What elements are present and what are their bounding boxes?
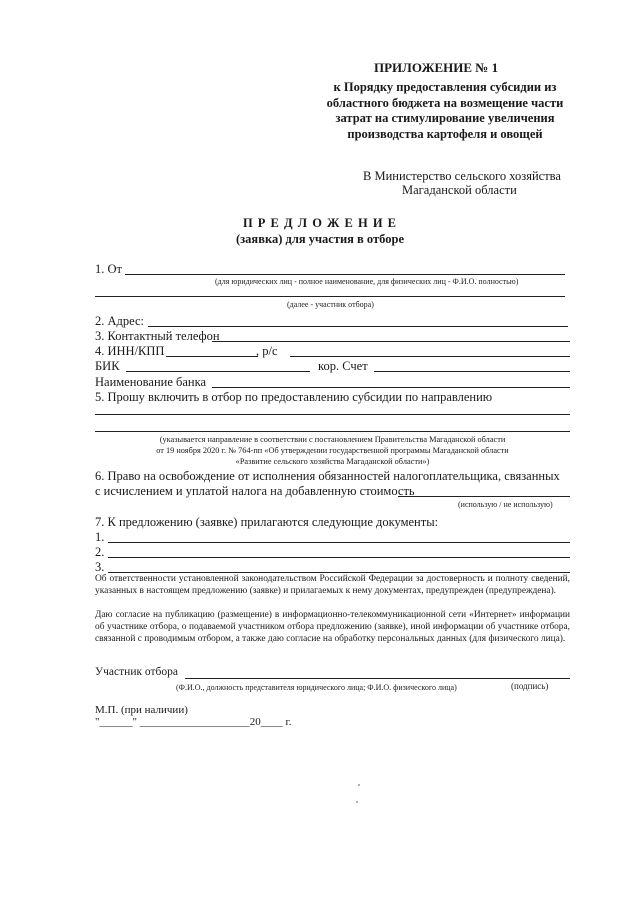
doc-input-line-2[interactable] — [108, 557, 570, 558]
bik-label: БИК — [95, 359, 120, 373]
subtitle-line: к Порядку предоставления субсидии из — [333, 80, 557, 94]
sign-caption: (подпись) — [511, 681, 549, 691]
subtitle-line: затрат на стимулирование увеличения — [335, 111, 555, 125]
from-input-line-2[interactable] — [95, 296, 565, 297]
address-input-line[interactable] — [148, 326, 568, 327]
item5-caption-line: (указывается направление в соответствии с постановлением Правительства Магаданской области — [159, 435, 506, 444]
bank-input-line[interactable] — [212, 387, 570, 388]
item6-caption: (использую / не использую) — [458, 500, 553, 509]
participant-input-line[interactable] — [185, 678, 570, 679]
doc-input-line-1[interactable] — [108, 542, 570, 543]
item5-caption-line: «Развитие сельского хозяйства Магаданской области») — [235, 457, 430, 466]
appendix-title: ПРИЛОЖЕНИЕ № 1 — [374, 60, 499, 75]
doc-number-1: 1. — [95, 530, 105, 544]
subtitle-line: производства картофеля и овощей — [347, 126, 543, 141]
bank-label: Наименование банка — [95, 375, 207, 389]
item5-caption-line: от 19 ноября 2020 г. № 764-пп «Об утверждении государственной программы Магаданской области — [156, 446, 509, 455]
fio-caption: (Ф.И.О., должность представителя юридического лица; Ф.И.О. физического лица) — [176, 683, 457, 692]
kor-input-line[interactable] — [374, 371, 570, 372]
rs-label: , р/с — [256, 344, 278, 358]
item5-input-line-2[interactable] — [95, 431, 570, 432]
rs-input-line[interactable] — [290, 356, 570, 357]
from-label: 1. От — [95, 262, 122, 276]
from-caption: (для юридических лиц - полное наименование, для физических лиц - Ф.И.О. полностью) — [215, 277, 519, 286]
item5-input-line-1[interactable] — [95, 414, 570, 415]
addressee-line-1: В Министерство сельского хозяйства — [363, 169, 561, 183]
inn-input-line[interactable] — [166, 356, 258, 357]
responsibility-paragraph: Об ответственности установленной законодательством Российской Федерации за достоверность и полноту сведений, указанных в настоящем предложению (заявке) и прилагаемых к нему документах, предупрежден (предупреждена). — [95, 574, 570, 596]
item7-text: 7. К предложению (заявке) прилагаются следующие документы: — [95, 515, 439, 529]
document-title: П Р Е Д Л О Ж Е Н И Е — [242, 216, 398, 230]
participant-caption: (далее - участник отбора) — [287, 300, 374, 309]
phone-input-line[interactable] — [212, 341, 570, 342]
addressee-line-2: Магаданской области — [402, 183, 517, 197]
doc-number-2: 2. — [95, 545, 105, 559]
bik-input-line[interactable] — [126, 371, 310, 372]
item6-line-2: с исчислением и уплатой налога на добавленную стоимость — [95, 484, 415, 498]
item5-caption — [95, 434, 570, 467]
inn-label: 4. ИНН/КПП — [95, 344, 165, 358]
phone-label: 3. Контактный телефон — [95, 329, 220, 343]
doc-number-3: 3. — [95, 560, 105, 574]
item6-line-1: 6. Право на освобождение от исполнения обязанностей налогоплательщика, связанных — [95, 469, 560, 483]
doc-input-line-3[interactable] — [108, 572, 570, 573]
address-label: 2. Адрес: — [95, 314, 145, 328]
item6-input-line[interactable] — [398, 496, 570, 497]
date-line[interactable]: "______" ____________________20____ г. — [95, 716, 292, 728]
scan-speck — [358, 784, 360, 786]
document-subtitle: (заявка) для участия в отборе — [236, 232, 404, 246]
appendix-subtitle — [300, 80, 590, 142]
consent-paragraph: Даю согласие на публикацию (размещение) в информационно-телекоммуникационной сети «Интернет» информации об участнике отбора, о подаваемой участником отбора предложению (заявке), иной информации об участнике отбора, связанной с проводимым отбором, а также даю согласие на обработку персональных данных (для физического лица). — [95, 610, 570, 644]
subtitle-line: областного бюджета на возмещение части — [326, 95, 564, 110]
from-input-line[interactable] — [125, 274, 565, 275]
item5-text: 5. Прошу включить в отбор по предоставлению субсидии по направлению — [95, 390, 493, 404]
participant-label: Участник отбора — [95, 666, 179, 678]
scan-speck — [356, 801, 358, 803]
kor-label: кор. Счет — [318, 359, 368, 373]
mp-label: М.П. (при наличии) — [95, 704, 188, 716]
